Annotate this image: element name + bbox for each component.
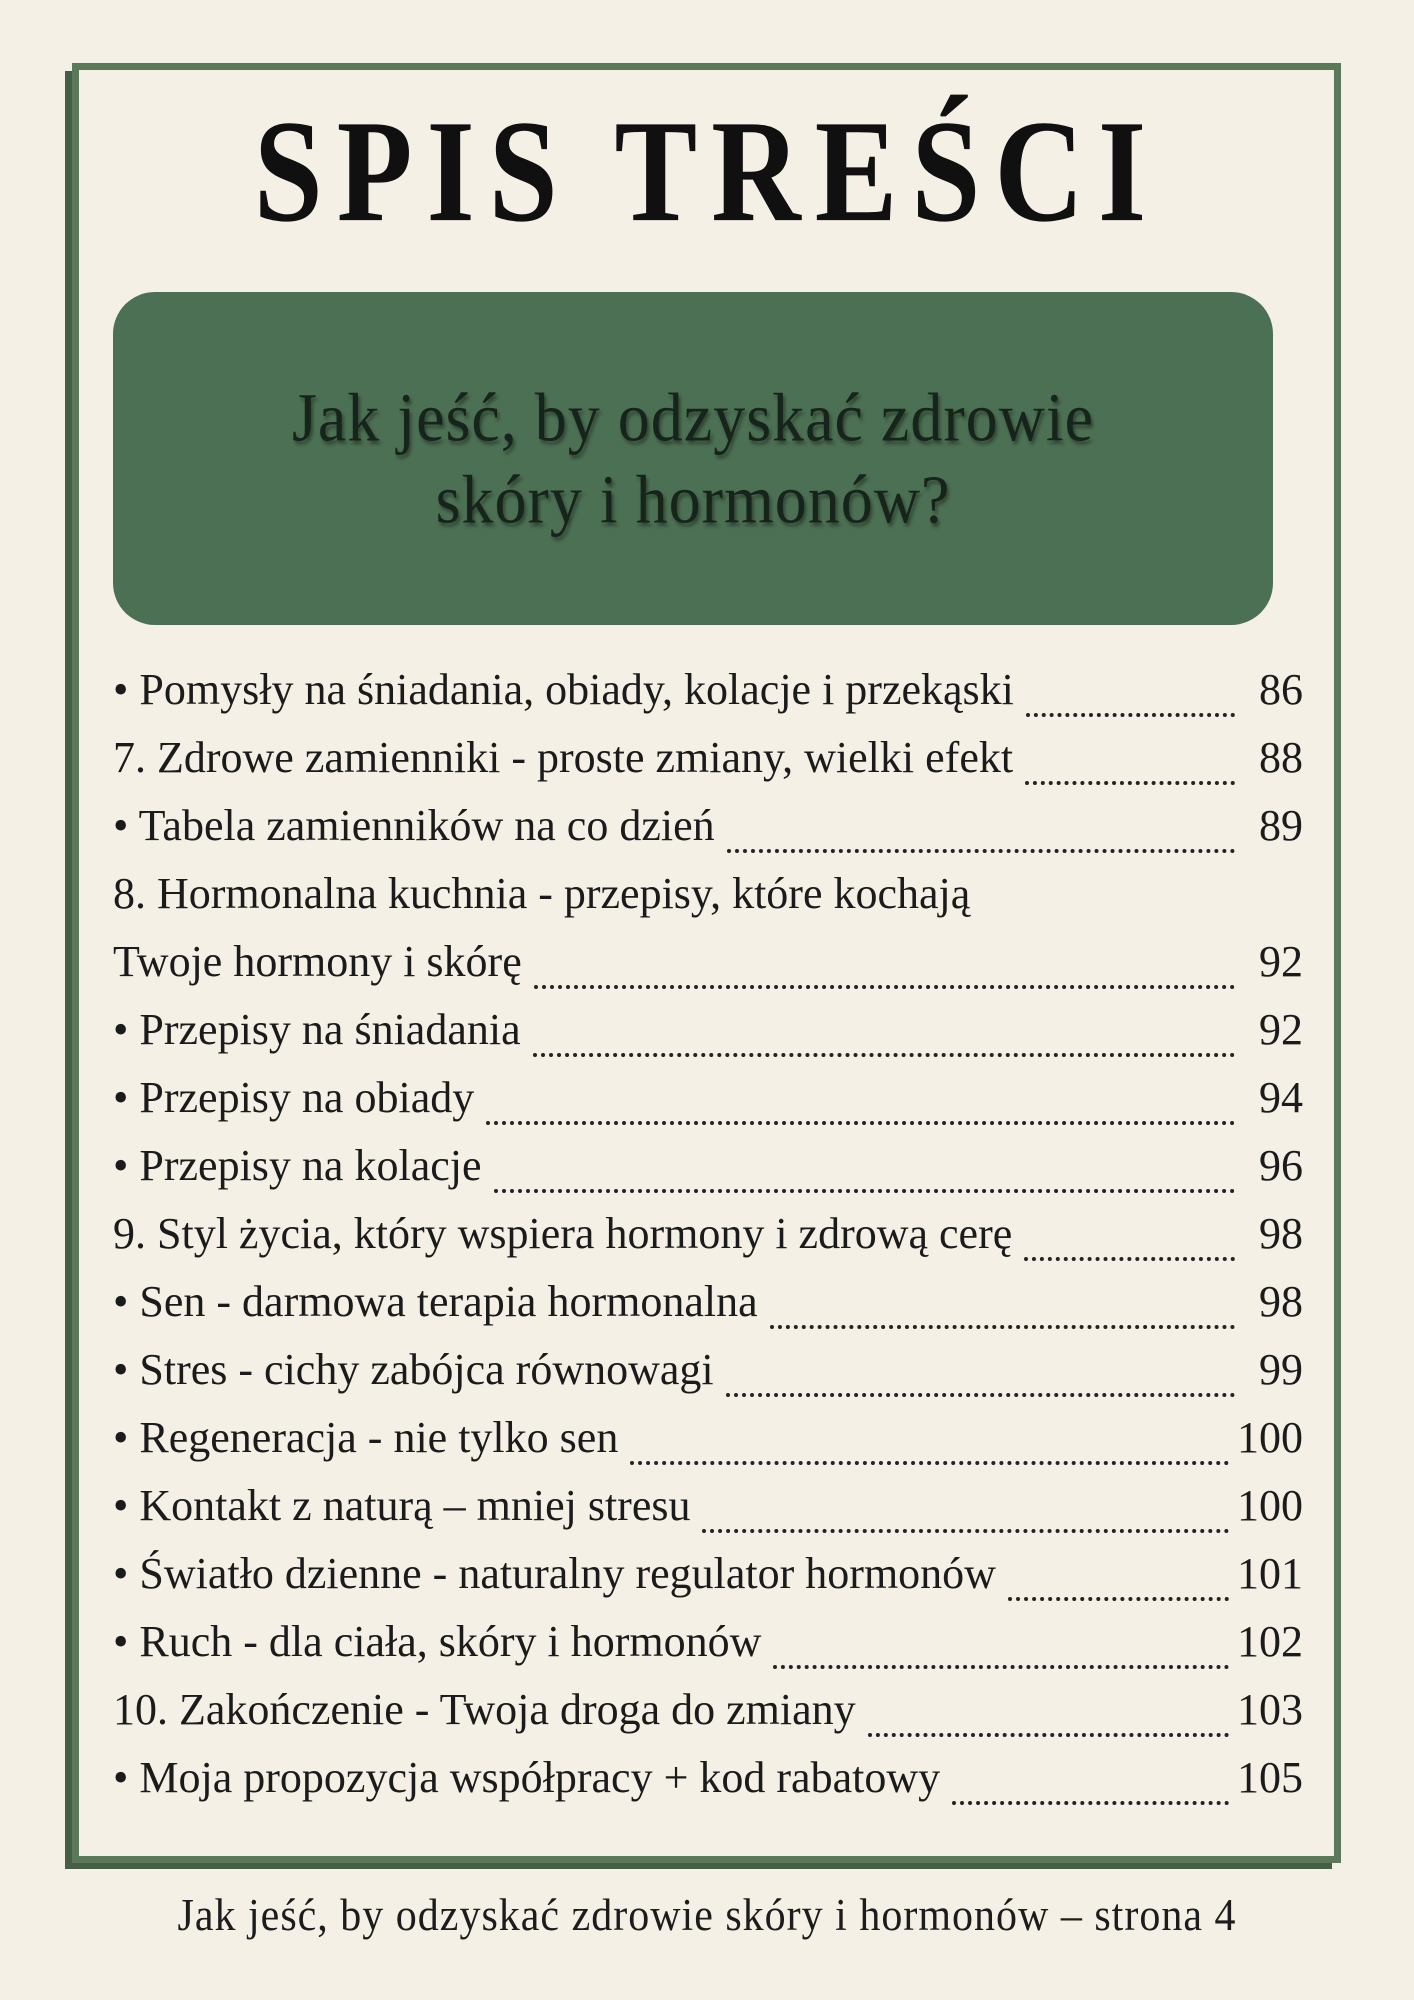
toc-entry	[113, 1004, 1303, 1072]
toc-entry-page: 100	[1237, 1481, 1303, 1530]
dot-leader	[1024, 1257, 1235, 1261]
toc-entry-page: 100	[1237, 1413, 1303, 1462]
dot-leader	[702, 1529, 1229, 1533]
dot-leader	[534, 985, 1235, 989]
toc-entry-label: 7. Zdrowe zamienniki - proste zmiany, wielki efekt	[113, 733, 1014, 782]
toc-entry-label: • Pomysły na śniadania, obiady, kolacje i przekąski	[113, 665, 1014, 714]
toc-entry-label: • Przepisy na obiady	[113, 1073, 475, 1122]
dot-leader	[727, 849, 1235, 853]
toc-entry-page: 88	[1259, 733, 1303, 782]
dot-leader	[1008, 1597, 1229, 1601]
section-heading-line1: Jak jeść, by odzyskać zdrowie	[291, 378, 1095, 456]
toc-entry	[113, 1208, 1303, 1276]
dot-leader	[630, 1461, 1229, 1465]
toc-entry-page: 89	[1259, 801, 1303, 850]
footer-text: Jak jeść, by odzyskać zdrowie skóry i hormonów – strona 4	[177, 1891, 1237, 1941]
toc-entry-label: • Moja propozycja współpracy + kod rabatowy	[113, 1753, 941, 1802]
toc-entry-label: • Kontakt z naturą – mniej stresu	[113, 1481, 691, 1530]
toc-entry-label: • Światło dzienne - naturalny regulator hormonów	[113, 1549, 996, 1598]
toc-entry-label: 8. Hormonalna kuchnia - przepisy, które kochają	[113, 869, 971, 918]
toc-entry-page: 103	[1237, 1685, 1303, 1734]
toc-entry-label: • Sen - darmowa terapia hormonalna	[113, 1277, 758, 1326]
toc-entry	[113, 1412, 1303, 1480]
toc-entry-page: 96	[1259, 1141, 1303, 1190]
dot-leader	[486, 1121, 1235, 1125]
toc-entry-page: 105	[1237, 1753, 1303, 1802]
toc-entry-label: • Przepisy na śniadania	[113, 1005, 521, 1054]
toc-entry	[113, 1616, 1303, 1684]
toc-entry-label: • Regeneracja - nie tylko sen	[113, 1413, 619, 1462]
toc-entry-page: 92	[1259, 937, 1303, 986]
toc-entry-page: 102	[1237, 1617, 1303, 1666]
toc-entry	[113, 936, 1303, 1004]
toc-entry-page: 92	[1259, 1005, 1303, 1054]
toc-entry-label: 10. Zakończenie - Twoja droga do zmiany	[113, 1685, 856, 1734]
toc-entry-page: 99	[1259, 1345, 1303, 1394]
toc-entry	[113, 1752, 1303, 1820]
toc-entry-page: 98	[1259, 1209, 1303, 1258]
toc-entry-page: 101	[1237, 1549, 1303, 1598]
dot-leader	[1026, 713, 1235, 717]
toc-entry-label: • Ruch - dla ciała, skóry i hormonów	[113, 1617, 762, 1666]
toc-entry-label: • Przepisy na kolacje	[113, 1141, 482, 1190]
toc-list	[113, 664, 1303, 1820]
toc-entry	[113, 1072, 1303, 1140]
toc-entry	[113, 732, 1303, 800]
dot-leader	[773, 1665, 1229, 1669]
dot-leader	[494, 1189, 1236, 1193]
toc-entry	[113, 1548, 1303, 1616]
toc-entry-label: Twoje hormony i skórę	[113, 937, 522, 986]
toc-entry-page: 86	[1259, 665, 1303, 714]
toc-entry-page: 94	[1259, 1073, 1303, 1122]
toc-entry-label: • Stres - cichy zabójca równowagi	[113, 1345, 714, 1394]
toc-entry-label: • Tabela zamienników na co dzień	[113, 801, 715, 850]
toc-entry	[113, 1684, 1303, 1752]
page-title: SPIS TREŚCI	[253, 90, 1161, 253]
dot-leader	[868, 1733, 1229, 1737]
toc-entry-page: 98	[1259, 1277, 1303, 1326]
dot-leader	[952, 1801, 1229, 1805]
toc-entry	[113, 1140, 1303, 1208]
dot-leader	[533, 1053, 1235, 1057]
section-heading-line2: skóry i hormonów?	[435, 460, 951, 538]
dot-leader	[726, 1393, 1235, 1397]
dot-leader	[1025, 781, 1235, 785]
toc-entry	[113, 1480, 1303, 1548]
toc-entry	[113, 868, 1303, 936]
section-heading-box	[113, 292, 1273, 625]
toc-entry	[113, 1276, 1303, 1344]
dot-leader	[770, 1325, 1235, 1329]
toc-entry	[113, 800, 1303, 868]
toc-entry	[113, 1344, 1303, 1412]
toc-entry	[113, 664, 1303, 732]
toc-entry-label: 9. Styl życia, który wspiera hormony i zdrową cerę	[113, 1209, 1013, 1258]
